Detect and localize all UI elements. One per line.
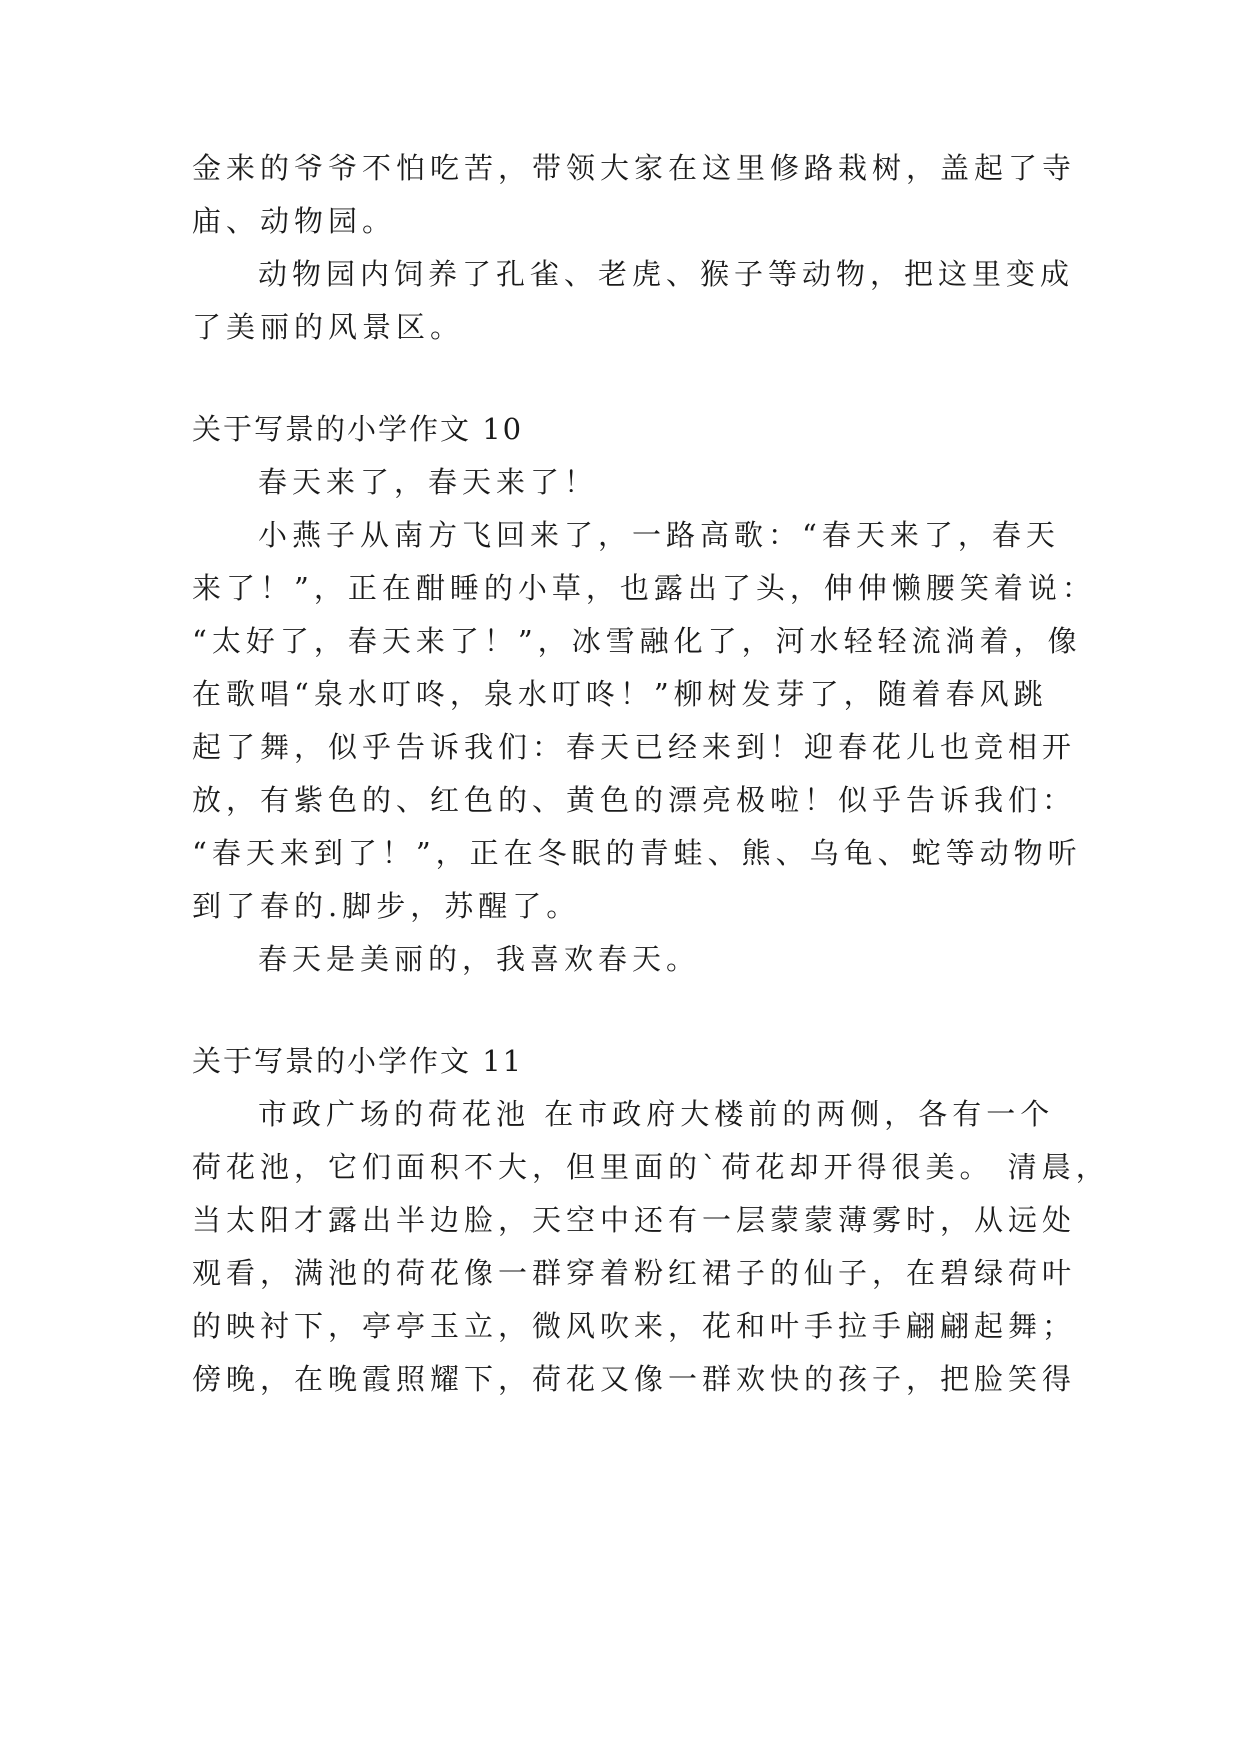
paragraph-line: “春天来到了！”，正在冬眠的青蛙、熊、乌龟、蛇等动物听	[192, 836, 1082, 870]
paragraph-line: 来了！”，正在酣睡的小草，也露出了头，伸伸懒腰笑着说：	[192, 571, 1096, 605]
paragraph-line: 观看，满池的荷花像一群穿着粉红裙子的仙子，在碧绿荷叶	[192, 1256, 1077, 1290]
paragraph-line: 起了舞，似乎告诉我们：春天已经来到！迎春花儿也竞相开	[192, 730, 1077, 764]
paragraph-line: 动物园内饲养了孔雀、老虎、猴子等动物，把这里变成	[258, 257, 1075, 291]
paragraph-line: 金来的爷爷不怕吃苦，带领大家在这里修路栽树，盖起了寺	[192, 151, 1077, 185]
paragraph-line: 市政广场的荷花池 在市政府大楼前的两侧，各有一个	[258, 1097, 1055, 1131]
paragraph-line: 傍晚，在晚霞照耀下，荷花又像一群欢快的孩子，把脸笑得	[192, 1362, 1077, 1396]
section-title: 关于写景的小学作文 10	[192, 412, 524, 446]
paragraph-line: 春天是美丽的，我喜欢春天。	[258, 942, 701, 976]
section-title: 关于写景的小学作文 11	[192, 1044, 524, 1078]
paragraph-line: 在歌唱“泉水叮咚，泉水叮咚！”柳树发芽了，随着春风跳	[192, 677, 1048, 711]
paragraph-line: 到了春的.脚步，苏醒了。	[192, 889, 581, 923]
paragraph-line: 荷花池，它们面积不大，但里面的`荷花却开得很美。 清晨，	[192, 1150, 1110, 1184]
paragraph-line: 春天来了，春天来了！	[258, 465, 599, 499]
paragraph-line: 的映衬下，亭亭玉立，微风吹来，花和叶手拉手翩翩起舞；	[192, 1309, 1077, 1343]
paragraph-line: 当太阳才露出半边脸，天空中还有一层蒙蒙薄雾时，从远处	[192, 1203, 1077, 1237]
paragraph-line: 了美丽的风景区。	[192, 310, 465, 344]
paragraph-line: 放，有紫色的、红色的、黄色的漂亮极啦！似乎告诉我们：	[192, 783, 1077, 817]
paragraph-line: 小燕子从南方飞回来了，一路高歌：“春天来了，春天	[258, 518, 1060, 552]
paragraph-line: “太好了，春天来了！”，冰雪融化了，河水轻轻流淌着，像	[192, 624, 1082, 658]
paragraph-line: 庙、动物园。	[192, 204, 397, 238]
